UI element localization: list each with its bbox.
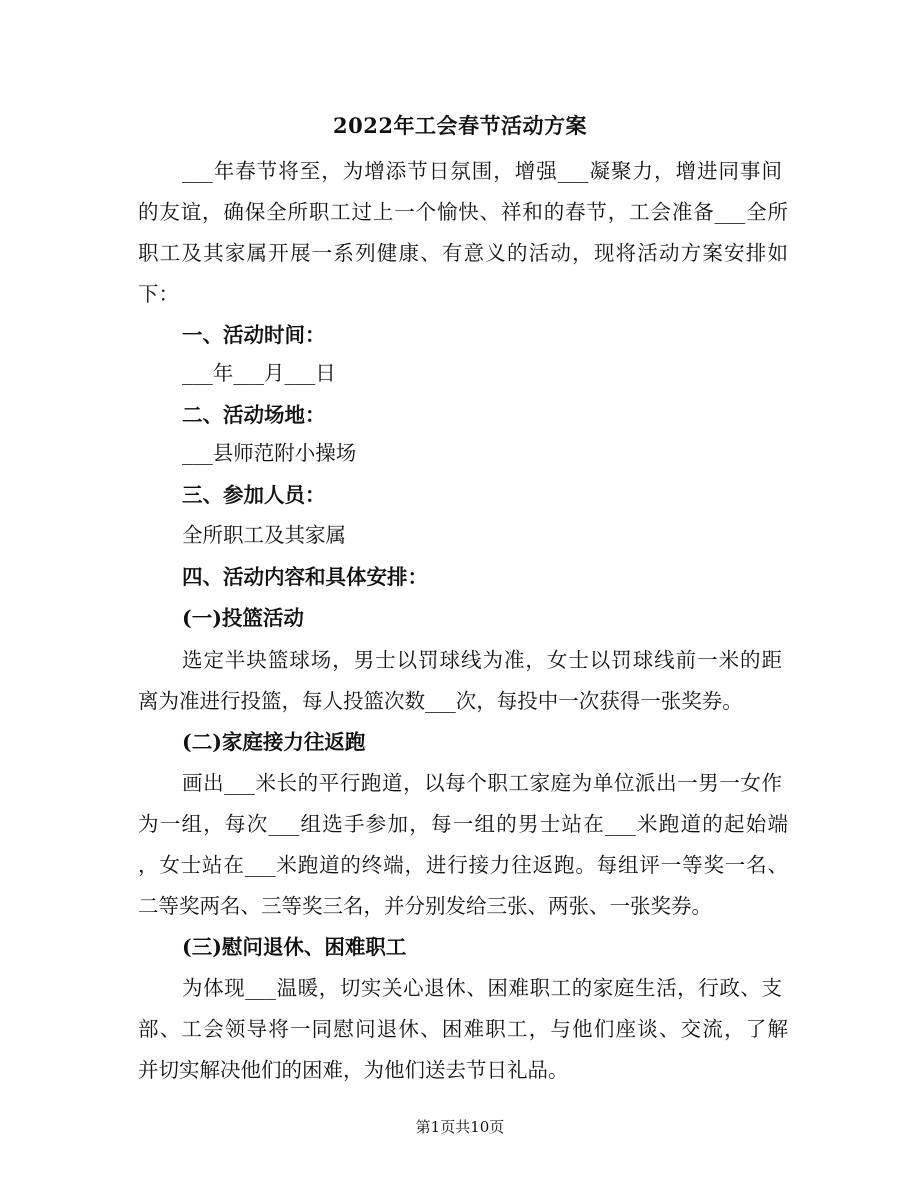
section-heading-content: 四、活动内容和具体安排： xyxy=(182,565,428,589)
visit-line-2: 部、工会领导将一同慰问退休、困难职工，与他们座谈、交流，了解 xyxy=(138,1017,788,1041)
section-heading-participants: 三、参加人员： xyxy=(182,483,326,507)
intro-line-1: ___年春节将至，为增添节日氛围，增强___凝聚力，增进同事间 xyxy=(182,159,782,183)
visit-line-1: 为体现___温暖，切实关心退休、困难职工的家庭生活，行政、支 xyxy=(182,976,782,1000)
document-title: 2022年工会春节活动方案 xyxy=(333,113,587,138)
relay-line-2: 为一组，每次___组选手参加，每一组的男士站在___米跑道的起始端 xyxy=(138,812,788,836)
section-text-venue: ___县师范附小操场 xyxy=(182,441,357,465)
intro-line-2: 的友谊，确保全所职工过上一个愉快、祥和的春节，工会准备___全所 xyxy=(138,200,788,224)
section-heading-venue: 二、活动场地： xyxy=(182,403,326,427)
section-text-time: ___年___月___日 xyxy=(182,361,336,385)
relay-line-4: 二等奖两名、三等奖三名，并分别发给三张、两张、一张奖券。 xyxy=(138,894,712,918)
subsection-heading-visit: (三)慰问退休、困难职工 xyxy=(182,935,407,959)
relay-line-3: ，女士站在___米跑道的终端，进行接力往返跑。每组评一等奖一名、 xyxy=(138,853,788,877)
section-heading-time: 一、活动时间： xyxy=(182,323,326,347)
basketball-line-1: 选定半块篮球场，男士以罚球线为准，女士以罚球线前一米的距 xyxy=(182,648,782,672)
section-text-participants: 全所职工及其家属 xyxy=(182,523,346,547)
page-indicator: 第1页共10页 xyxy=(415,1118,505,1136)
basketball-line-2: 离为准进行投篮，每人投篮次数___次，每投中一次获得一张奖券。 xyxy=(138,689,743,713)
intro-line-4: 下： xyxy=(138,282,179,306)
relay-line-1: 画出___米长的平行跑道，以每个职工家庭为单位派出一男一女作 xyxy=(182,771,782,795)
intro-line-3: 职工及其家属开展一系列健康、有意义的活动，现将活动方案安排如 xyxy=(138,241,788,265)
subsection-heading-basketball: (一)投篮活动 xyxy=(182,606,304,630)
subsection-heading-relay: (二)家庭接力往返跑 xyxy=(182,730,366,754)
visit-line-3: 并切实解决他们的困难，为他们送去节日礼品。 xyxy=(138,1058,569,1082)
